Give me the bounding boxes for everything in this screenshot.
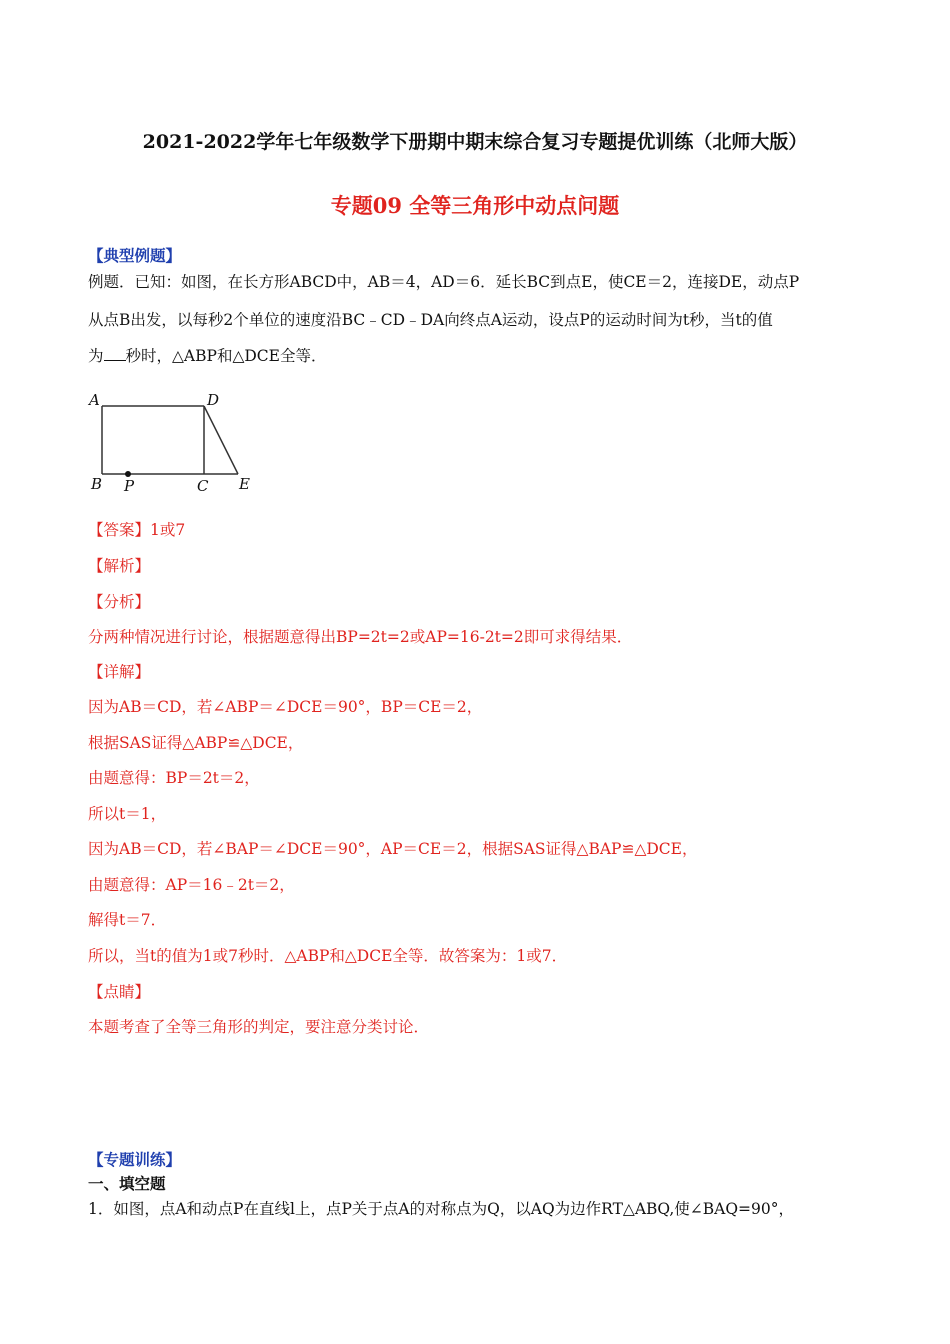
detail-line-8: 所以，当t的值为1或7秒时．△ABP和△DCE全等．故答案为：1或7．	[88, 947, 568, 965]
example-text-line-3	[88, 346, 326, 366]
label-a: A	[89, 391, 100, 409]
example-text-line-3-prefix: 为	[88, 347, 104, 365]
detail-line-1: 因为AB＝CD，若∠ABP＝∠DCE＝90°，BP＝CE＝2，	[88, 698, 483, 716]
geometry-figure	[84, 388, 264, 498]
training-section-label: 【专题训练】	[88, 1150, 182, 1169]
example-text-line-2: 从点B出发，以每秒2个单位的速度沿BC﹣CD﹣DA向终点A运动，设点P的运动时间为t秒，当t的值	[88, 311, 773, 329]
detail-line-2: 根据SAS证得△ABP≌△DCE，	[88, 734, 304, 752]
answer-blank	[104, 346, 126, 361]
label-c: C	[197, 477, 209, 495]
label-e: E	[239, 475, 250, 493]
label-p: P	[124, 477, 135, 495]
detail-line-5: 因为AB＝CD，若∠BAP＝∠DCE＝90°，AP＝CE＝2，根据SAS证得△BAP≌△DCE，	[88, 840, 698, 858]
detail-line-4: 所以t＝1，	[88, 805, 167, 823]
detail-line-3: 由题意得：BP＝2t＝2，	[88, 769, 260, 787]
example-text-line-1: 例题．已知：如图，在长方形ABCD中，AB＝4，AD＝6．延长BC到点E，使CE＝2，连接DE，动点P	[88, 273, 800, 291]
answer-line: 【答案】1或7	[88, 521, 186, 539]
detail-line-7: 解得t＝7．	[88, 911, 167, 929]
fenxi-label: 【分析】	[88, 593, 151, 611]
label-d: D	[207, 391, 220, 409]
comment-label: 【点睛】	[88, 983, 151, 1001]
fenxi-text: 分两种情况进行讨论，根据题意得出BP=2t=2或AP=16-2t=2即可求得结果．	[88, 628, 633, 646]
detail-line-6: 由题意得：AP＝16﹣2t＝2，	[88, 876, 295, 894]
analysis-label: 【解析】	[88, 557, 151, 575]
example-text-line-3-suffix: 秒时，△ABP和△DCE全等．	[125, 347, 327, 365]
document-title: 2021-2022学年七年级数学下册期中期末综合复习专题提优训练（北师大版）	[142, 131, 808, 153]
question-1-line-1: 1．如图，点A和动点P在直线l上，点P关于点A的对称点为Q，以AQ为边作RT△ABQ,使∠BAQ=90°，	[88, 1200, 795, 1218]
comment-text: 本题考查了全等三角形的判定，要注意分类讨论．	[88, 1018, 430, 1036]
detail-label: 【详解】	[88, 663, 151, 681]
fill-blank-part-label: 一、填空题	[88, 1174, 166, 1193]
label-b: B	[91, 475, 103, 493]
example-section-label: 【典型例题】	[88, 246, 182, 265]
topic-subtitle: 专题09 全等三角形中动点问题	[330, 193, 620, 218]
segment-de	[204, 406, 238, 474]
